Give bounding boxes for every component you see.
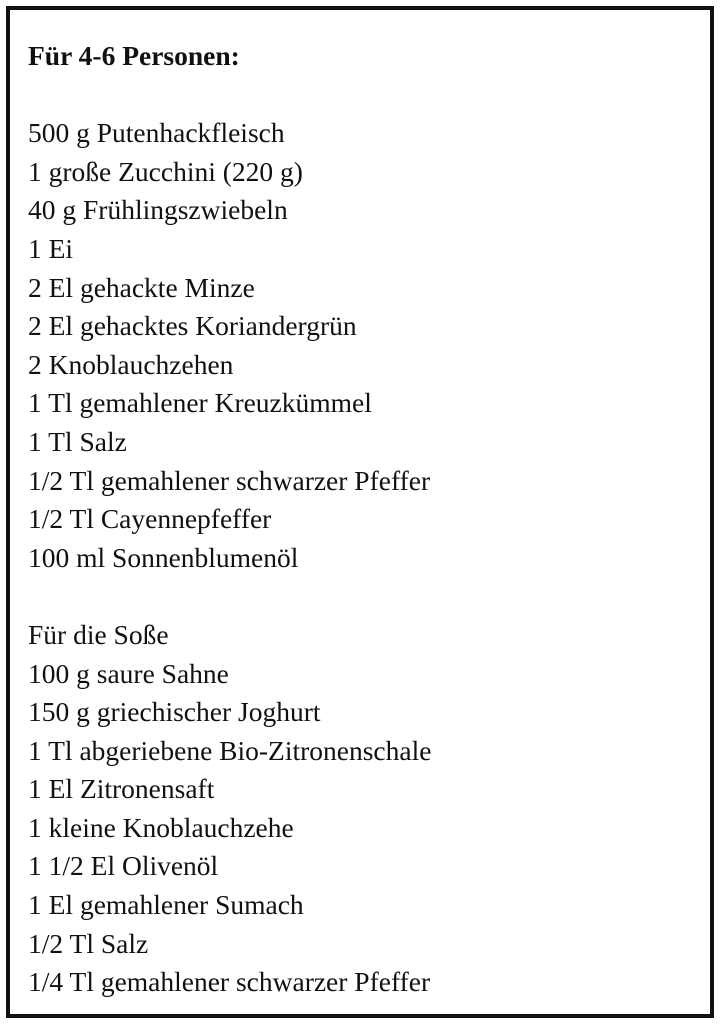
sauce-heading: Für die Soße	[28, 618, 169, 650]
ingredient-item: 2 El gehacktes Koriandergrün	[28, 310, 357, 342]
sauce-ingredient-item: 1 Tl abgeriebene Bio-Zitronenschale	[28, 734, 432, 766]
sauce-ingredient-item: 1 El gemahlener Sumach	[28, 889, 304, 921]
recipe-content	[28, 37, 700, 1002]
sauce-ingredient-item: 1 El Zitronensaft	[28, 773, 215, 805]
ingredient-item: 1/2 Tl Cayennepfeffer	[28, 503, 272, 535]
sauce-ingredient-item: 1 kleine Knoblauchzehe	[28, 811, 294, 843]
ingredient-item: 1 Tl gemahlener Kreuzkümmel	[28, 387, 372, 419]
sauce-ingredient-item: 1/2 Tl Salz	[28, 927, 149, 959]
section-spacer	[28, 76, 700, 115]
ingredient-item: 1 Ei	[28, 232, 74, 264]
ingredient-item: 2 Knoblauchzehen	[28, 348, 234, 380]
ingredient-item: 500 g Putenhackfleisch	[28, 117, 285, 149]
sauce-ingredients-list	[28, 655, 700, 1002]
servings-heading: Für 4-6 Personen:	[28, 40, 240, 71]
ingredient-item: 1/2 Tl gemahlener schwarzer Pfeffer	[28, 464, 431, 496]
ingredient-item: 40 g Frühlingszwiebeln	[28, 194, 288, 226]
sauce-ingredient-item: 150 g griechischer Joghurt	[28, 696, 321, 728]
section-spacer	[28, 577, 700, 616]
ingredient-item: 1 große Zucchini (220 g)	[28, 155, 303, 187]
main-ingredients-list	[28, 114, 700, 577]
ingredient-item: 100 ml Sonnenblumenöl	[28, 541, 299, 573]
ingredient-item: 1 Tl Salz	[28, 425, 127, 457]
recipe-box	[6, 6, 714, 1018]
sauce-ingredient-item: 100 g saure Sahne	[28, 657, 229, 689]
sauce-ingredient-item: 1 1/2 El Olivenöl	[28, 850, 219, 882]
sauce-ingredient-item: 1/4 Tl gemahlener schwarzer Pfeffer	[28, 966, 431, 998]
ingredient-item: 2 El gehackte Minze	[28, 271, 255, 303]
